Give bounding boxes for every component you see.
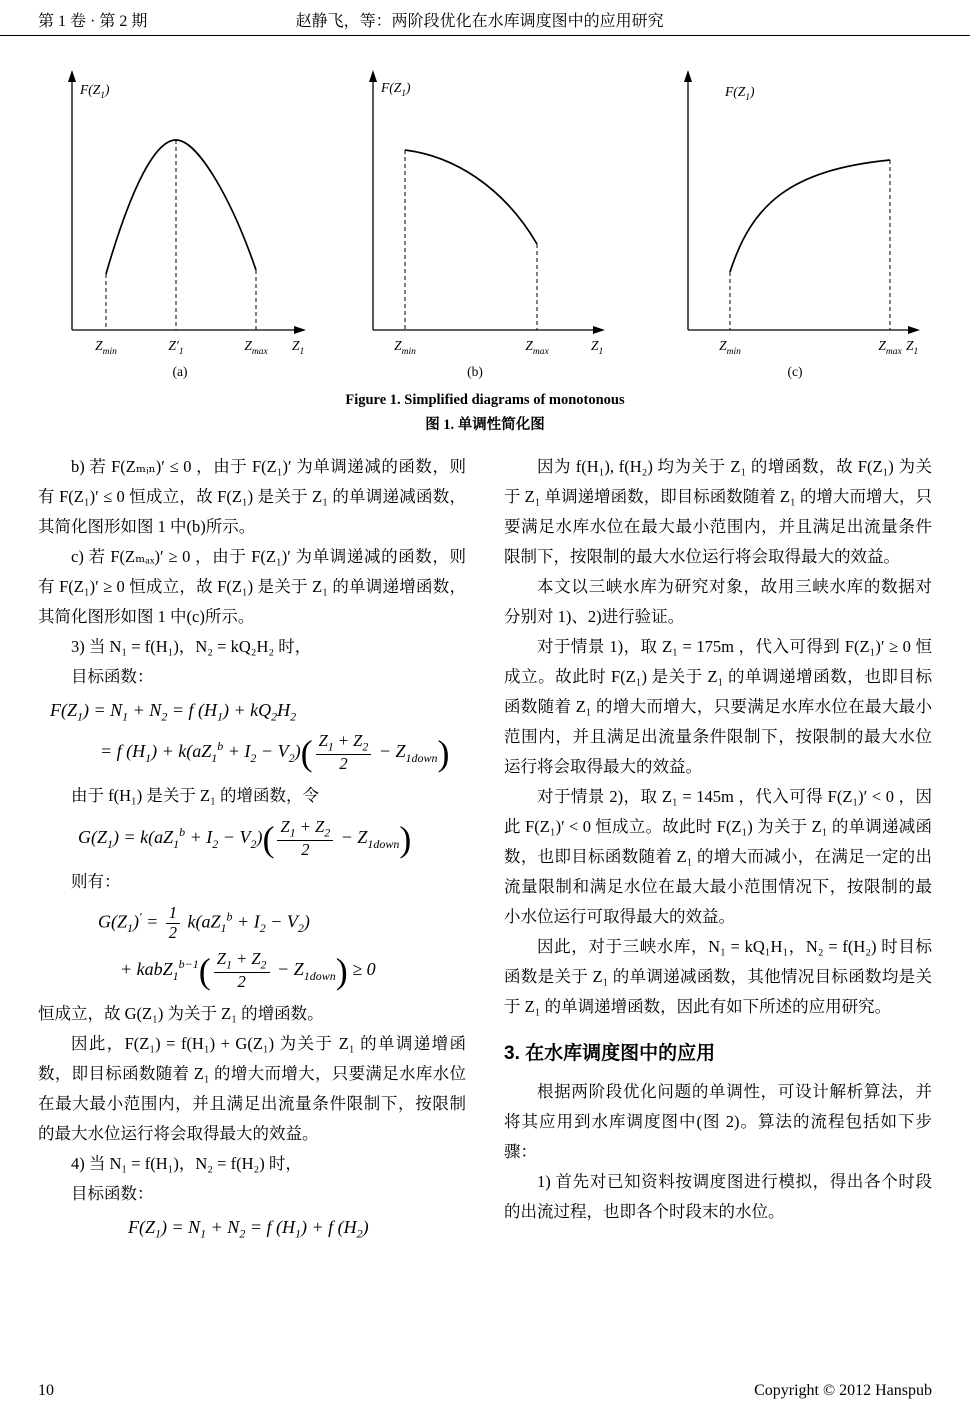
formula-f1-line-2: = f $(H_1) + k(aZ_1^b + I_2 - V_2)$( $\frac{Z_1 + Z_2}{2}$ − $Z_{1down}$) bbox=[100, 730, 450, 773]
curve-decreasing bbox=[405, 150, 537, 244]
panel-tag-b: (b) bbox=[467, 364, 483, 379]
paragraph-objective-1: 目标函数： bbox=[71, 667, 154, 686]
paragraph-because: 因为 f(H₁), f(H₂) 均为关于 Z₁ 的增函数，故 F(Z₁) 为关于 Z₁ 单调递增函数，即目标函数随着 Z₁ 的增大而增大，只要满足水库水位在最大最小范围内，并且满足出流量条件限制下，按限制的最大水位运行将会取得最大的效益。 bbox=[504, 457, 932, 566]
paragraph-therefore: 因此，F(Z₁) = f(H₁) + G(Z₁) 为关于 Z₁ 的单调递增函数，即目标函数随着 Z₁ 的增大而增大，只要满足水库水位在最大最小范围内，并且满足出流量条件限制下，按限制的最大水位运行将会取得最大的效益。 bbox=[38, 1033, 466, 1143]
paragraph-case-b: b) 若 F(Zₘᵢₙ)′ ≤ 0 ，由于 F(Z₁)′ 为单调递减的函数，则有 F(Z₁)′ ≤ 0 恒成立，故 F(Z₁) 是关于 Z₁ 的单调递减函数，其简化图形如图 1 中(b)所示。 bbox=[38, 457, 466, 536]
tick-zmin: $Z_{min}$ bbox=[394, 338, 416, 357]
x-axis-arrow-icon bbox=[294, 326, 306, 334]
formula-f4: $F(Z_1) = N_1 + N_2 = f$ $(H_1) + f$ $(H_2)$ bbox=[128, 1216, 369, 1241]
y-axis-arrow-icon bbox=[684, 70, 692, 82]
section-heading-3: 3. 在水库调度图中的应用 bbox=[504, 1043, 716, 1064]
page-number: 10 bbox=[38, 1382, 54, 1399]
page-header bbox=[0, 0, 970, 36]
tick-zmin: $Z_{min}$ bbox=[719, 338, 741, 357]
formula-g-prime-line-2: + kabZ$_1^{b-1}$( $\frac{Z_1 + Z_2}{2}$ − $Z_{1down}) \ge 0$ bbox=[120, 948, 376, 991]
formula-f1-line-1: $F(Z_1) = N_1 + N_2 = f$ $(H_1) + kQ_2H_2$ bbox=[50, 700, 297, 724]
paragraph-case-3: 3) 当 N₁ = f(H₁)，N₂ = kQ₂H₂ 时， bbox=[71, 637, 312, 656]
x-axis-label: $Z_1$ bbox=[906, 338, 919, 357]
curve-peak bbox=[106, 140, 256, 274]
x-axis-label: $Z_1$ bbox=[292, 338, 305, 357]
panel-tag-a: (a) bbox=[172, 364, 188, 379]
figure-panel-c bbox=[640, 62, 940, 384]
tick-zmax: $Z_{max}$ bbox=[878, 338, 902, 357]
figure-1 bbox=[0, 62, 970, 384]
paragraph-due: 由于 f(H₁) 是关于 Z₁ 的增函数，令 bbox=[71, 785, 319, 805]
panel-tag-c: (c) bbox=[787, 364, 803, 379]
right-column bbox=[504, 452, 932, 1248]
figure-caption-zh: 图 1. 单调性简化图 bbox=[425, 417, 545, 433]
body-columns bbox=[0, 452, 970, 1248]
formula-g-prime-line-1: $G(Z_1)'$ = $\frac{1}{2}$ $k(aZ_1^b + I_2 - V_2)$ bbox=[98, 902, 310, 942]
y-axis-label: $F(Z_1)$ bbox=[80, 82, 110, 101]
tick-zmax: $Z_{max}$ bbox=[525, 338, 549, 357]
paragraph-holds: 恒成立，故 G(Z₁) 为关于 Z₁ 的增函数。 bbox=[38, 1003, 324, 1023]
paragraph-objective-2: 目标函数： bbox=[71, 1183, 154, 1203]
figure-panel-b bbox=[335, 62, 635, 384]
paragraph-case-c: c) 若 F(Zₘₐₓ)′ ≥ 0 ，由于 F(Z₁)′ 为单调递减的函数，则有 F(Z₁)′ ≥ 0 恒成立，故 F(Z₁) 是关于 Z₁ 的单调递增函数，其简化图形如图 1 中(c)所示。 bbox=[38, 547, 466, 626]
figure-caption-en: Figure 1. Simplified diagrams of monotonous bbox=[345, 392, 625, 408]
paragraph-three-gorges: 本文以三峡水库为研究对象，故用三峡水库的数据对分别对 1)、2)进行验证。 bbox=[504, 577, 932, 626]
copyright-text: Copyright © 2012 Hanspub bbox=[754, 1382, 932, 1399]
x-axis-arrow-icon bbox=[593, 326, 605, 334]
figure-panel-a bbox=[30, 62, 330, 384]
issue-label: 第 1 卷 · 第 2 期 bbox=[38, 13, 148, 30]
curve-increasing bbox=[730, 160, 890, 272]
page-footer bbox=[38, 1382, 932, 1400]
paragraph-then: 则有： bbox=[71, 871, 121, 891]
paragraph-conclusion: 因此，对于三峡水库，N₁ = kQ₁H₁，N₂ = f(H₂) 时目标函数是关于 Z₁ 的单调递减函数，其他情况目标函数均是关于 Z₁ 的单调递增函数，因此有如下所述的应用研究。 bbox=[504, 937, 932, 1016]
x-axis-arrow-icon bbox=[908, 326, 920, 334]
paragraph-algorithm-intro: 根据两阶段优化问题的单调性，可设计解析算法，并将其应用到水库调度图中(图 2)。算法的流程包括如下步骤： bbox=[504, 1082, 932, 1161]
y-axis-arrow-icon bbox=[68, 70, 76, 82]
tick-zprime: $Z'_1$ bbox=[168, 338, 184, 357]
left-column bbox=[38, 452, 466, 1248]
running-title: 赵静飞，等：两阶段优化在水库调度图中的应用研究 bbox=[295, 13, 664, 30]
y-axis-label: $F(Z_1)$ bbox=[381, 80, 411, 99]
figure-caption bbox=[0, 392, 970, 434]
tick-zmax: $Z_{max}$ bbox=[244, 338, 268, 357]
paragraph-scenario-2: 对于情景 2)，取 Z₁ = 145m ，代入可得 F(Z₁)′ < 0 ，因此 F(Z₁)′ < 0 恒成立。故此时 F(Z₁) 为关于 Z₁ 的单调递减函数，也即目标函数随着 Z₁ 的增大而减小，在满足一定的出流量限制和满足水位在最大最小范围情况下，按限制的最小水位运行可取得最大的效益。 bbox=[504, 787, 932, 926]
x-axis-label: $Z_1$ bbox=[591, 338, 604, 357]
tick-zmin: $Z_{min}$ bbox=[95, 338, 117, 357]
formula-g: $G(Z_1) = k(aZ_1^b + I_2 - V_2)$( $\frac{Z_1 + Z_2}{2}$ − $Z_{1down}$) bbox=[78, 816, 412, 859]
paragraph-step-1: 1) 首先对已知资料按调度图进行模拟，得出各个时段的出流过程，也即各个时段末的水位。 bbox=[504, 1172, 932, 1221]
paragraph-case-4: 4) 当 N₁ = f(H₁)，N₂ = f(H₂) 时， bbox=[71, 1153, 302, 1173]
paragraph-scenario-1: 对于情景 1)，取 Z₁ = 175m ，代入可得到 F(Z₁)′ ≥ 0 恒成立。故此时 F(Z₁) 是关于 Z₁ 的单调递增函数，也即目标函数随着 Z₁ 的增大而增大，只要满足水库水位在最大最小范围内，并且满足出流量条件限制下，按限制的最大水位运行将会取得最大的效益。 bbox=[504, 637, 932, 776]
y-axis-label: $F(Z_1)$ bbox=[725, 84, 755, 103]
y-axis-arrow-icon bbox=[369, 70, 377, 82]
